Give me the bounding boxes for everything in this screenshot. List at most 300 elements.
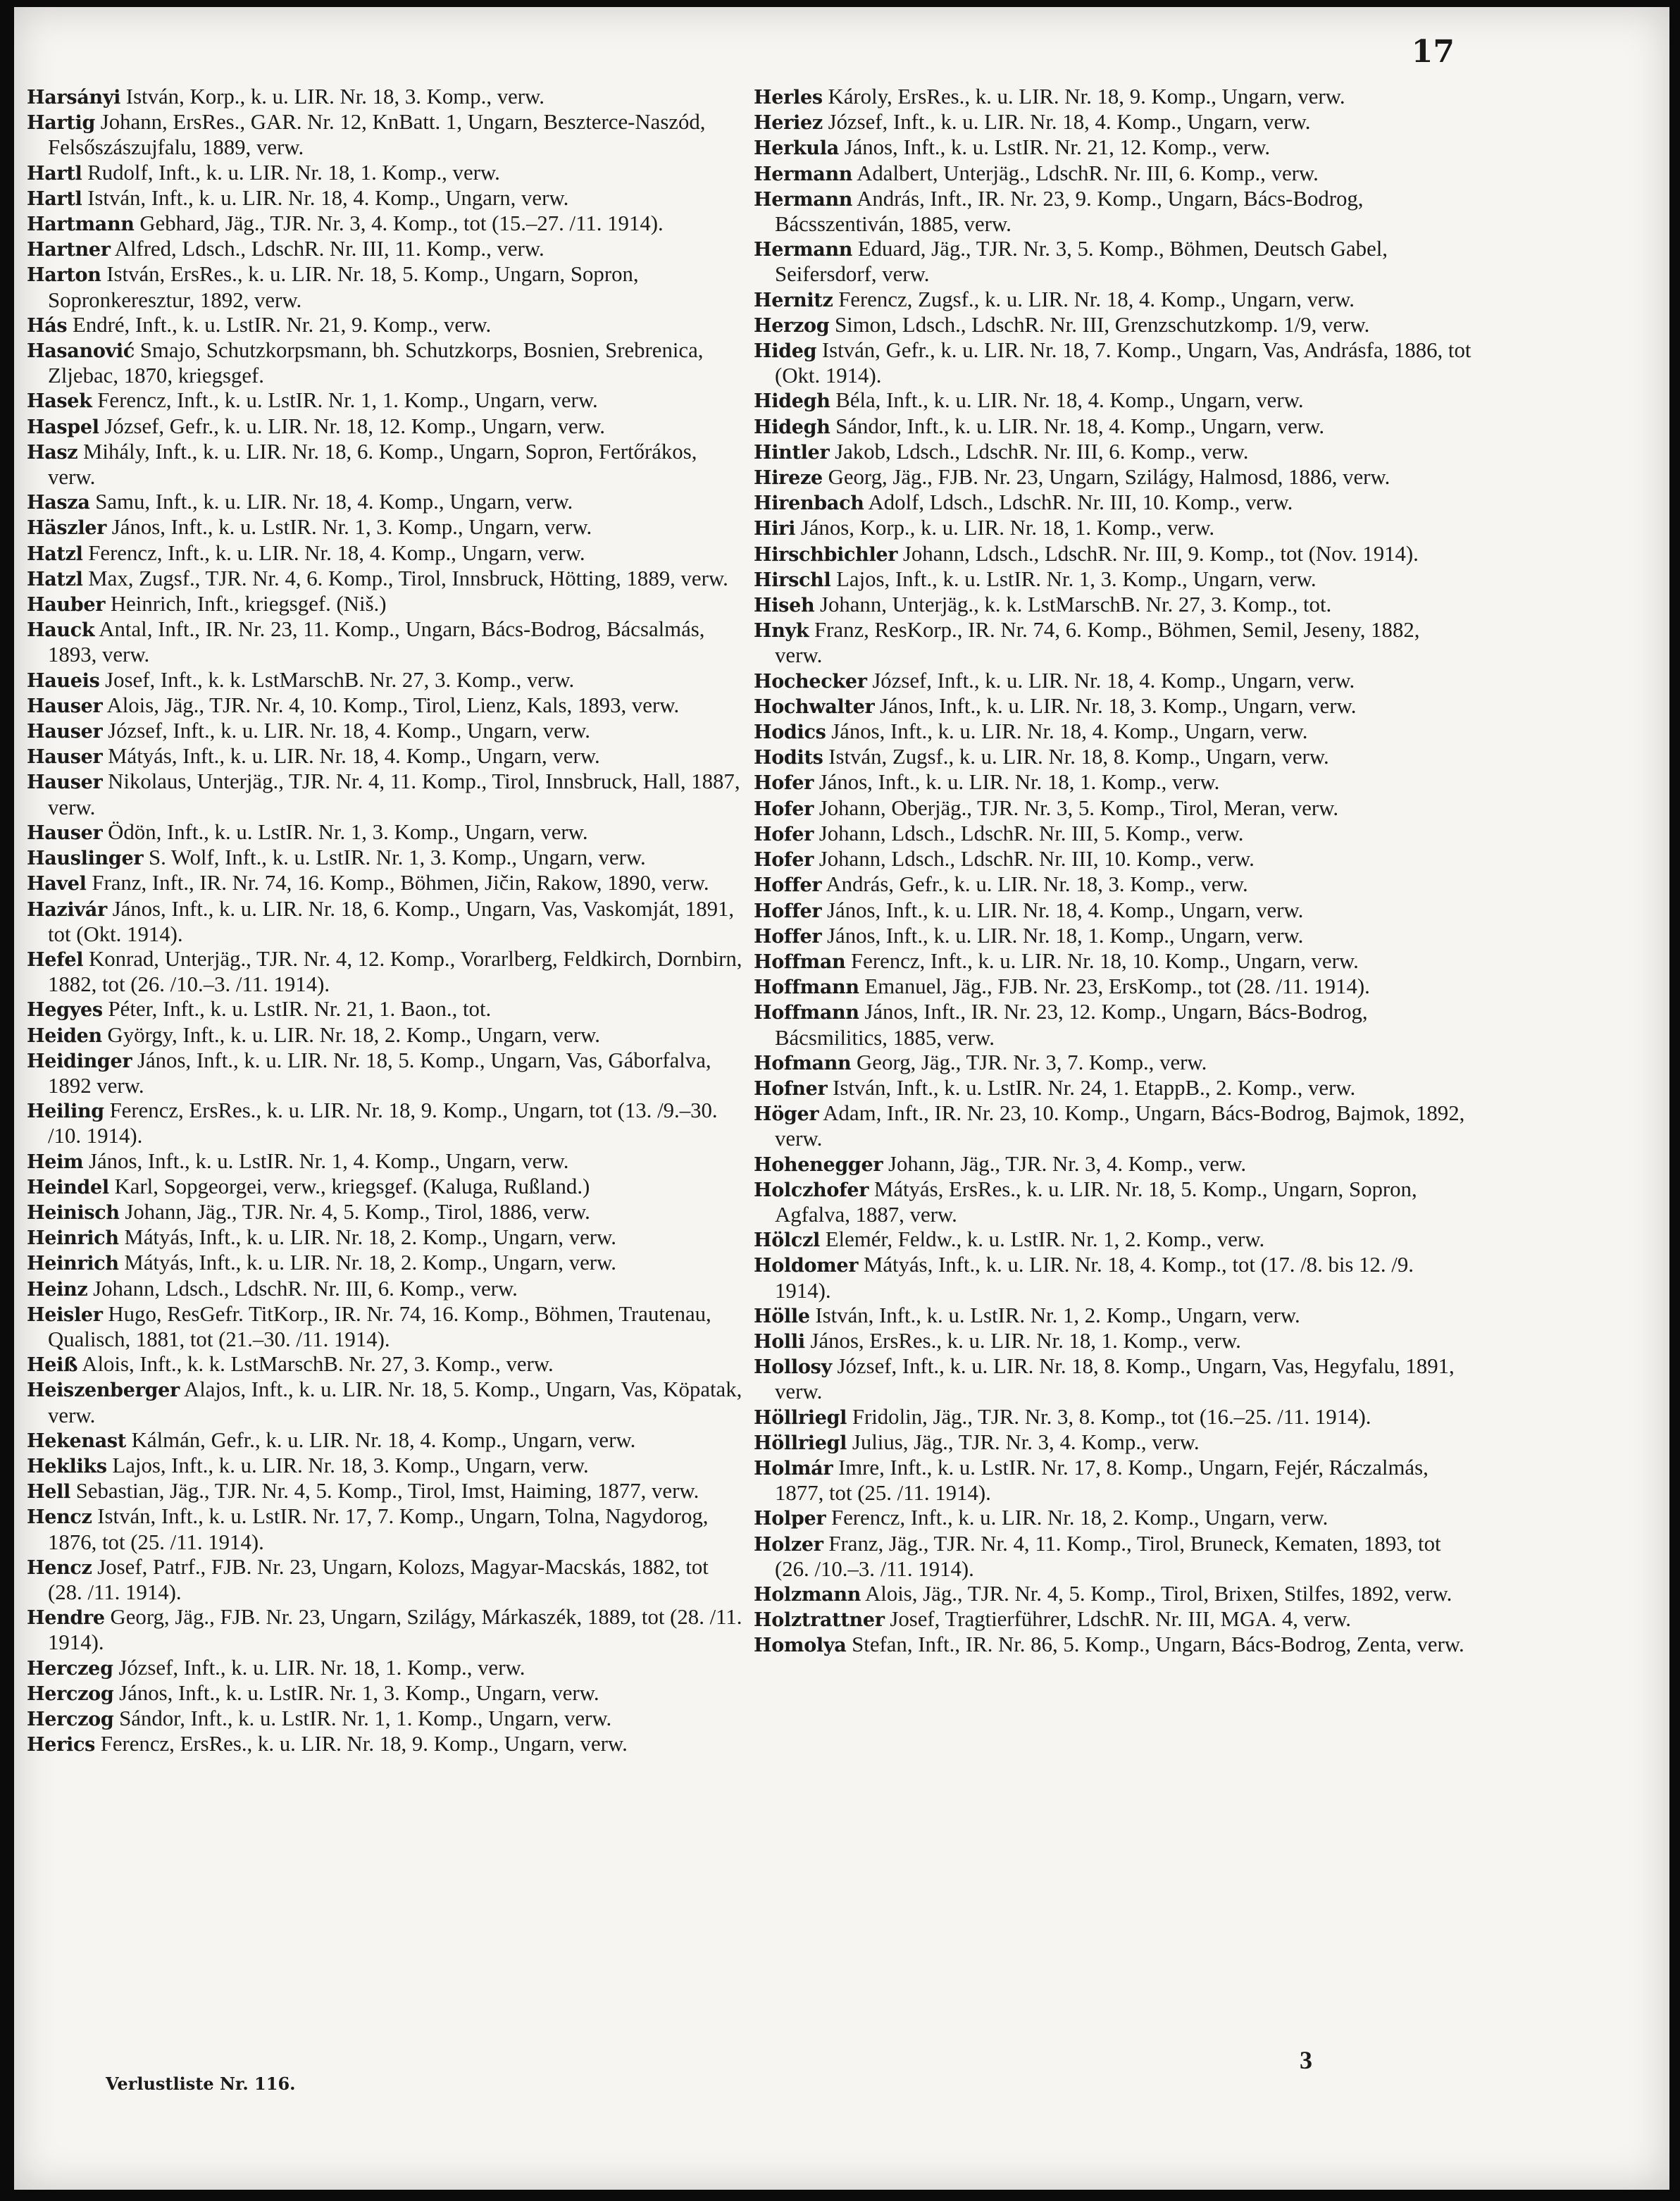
list-entry [754, 872, 1472, 898]
entry-surname: Hideg [754, 340, 817, 363]
list-entry [754, 1152, 1472, 1177]
entry-details: Alfred, Ldsch., LdschR. Nr. III, 11. Komp., verw. [110, 237, 545, 261]
list-entry [27, 1377, 745, 1427]
list-entry [754, 719, 1472, 745]
entry-details: János, Inft., k. u. LIR. Nr. 18, 1. Komp., Ungarn, verw. [821, 923, 1304, 948]
entry-details: Josef, Inft., k. k. LstMarschB. Nr. 27, 3. Komp., verw. [99, 667, 575, 692]
entry-surname: Hencz [27, 1506, 92, 1529]
entry-details: Béla, Inft., k. u. LIR. Nr. 18, 4. Komp., Ungarn, verw. [830, 388, 1304, 413]
entry-details: Mátyás, Inft., k. u. LIR. Nr. 18, 2. Komp., Ungarn, verw. [118, 1225, 616, 1250]
list-entry [754, 618, 1472, 668]
entry-details: S. Wolf, Inft., k. u. LstIR. Nr. 1, 3. Komp., Ungarn, verw. [143, 845, 646, 870]
list-entry [754, 1506, 1472, 1531]
entry-surname: Hauslinger [27, 848, 144, 870]
entry-details: Johann, Jäg., TJR. Nr. 3, 4. Komp., verw. [883, 1151, 1247, 1176]
entry-surname: Hiri [754, 518, 796, 540]
entry-surname: Hofer [754, 823, 814, 845]
entry-surname: Hencz [27, 1556, 92, 1579]
entry-surname: Hartig [27, 112, 96, 135]
entry-surname: Heiling [27, 1100, 104, 1123]
entry-surname: Hendre [27, 1607, 105, 1630]
entry-surname: Hauser [27, 695, 103, 717]
list-entry [754, 1607, 1472, 1632]
list-entry [754, 313, 1472, 338]
list-entry [27, 871, 745, 896]
entry-details: Johann, Ldsch., LdschR. Nr. III, 6. Komp., verw. [87, 1276, 518, 1301]
entry-details: Ferencz, Inft., k. u. LIR. Nr. 18, 10. Komp., Ungarn, verw. [845, 948, 1359, 973]
entry-details: Konrad, Unterjäg., TJR. Nr. 4, 12. Komp., Vorarlberg, Feldkirch, Dornbirn, 1882, tot (26. /10.–3. /11. 1914). [48, 946, 742, 997]
entry-surname: Hauser [27, 746, 103, 769]
entry-surname: Hoffer [754, 925, 822, 948]
list-entry [27, 1200, 745, 1225]
list-entry [27, 388, 745, 414]
entry-surname: Hás [27, 314, 68, 337]
entry-details: Mátyás, Inft., k. u. LIR. Nr. 18, 4. Komp., tot (17. /8. bis 12. /9. 1914). [775, 1253, 1414, 1303]
entry-details: Ferencz, Inft., k. u. LIR. Nr. 18, 2. Komp., Ungarn, verw. [826, 1506, 1329, 1530]
list-entry [754, 974, 1472, 1000]
list-entry [27, 1504, 745, 1554]
entry-details: Franz, ResKorp., IR. Nr. 74, 6. Komp., Böhmen, Semil, Jeseny, 1882, verw. [775, 618, 1420, 668]
list-entry [754, 187, 1472, 237]
entry-surname: Hodits [754, 747, 823, 769]
entry-surname: Holzer [754, 1533, 823, 1556]
entry-details: Ferencz, Inft., k. u. LIR. Nr. 18, 4. Komp., Ungarn, verw. [82, 540, 585, 565]
list-entry [27, 313, 745, 338]
list-entry [27, 1225, 745, 1251]
entry-details: József, Inft., k. u. LIR. Nr. 18, 8. Komp., Ungarn, Vas, Hegyfalu, 1891, verw. [775, 1354, 1455, 1404]
entry-details: Jakob, Ldsch., LdschR. Nr. III, 6. Komp., verw. [829, 439, 1249, 464]
entry-details: Johann, Oberjäg., TJR. Nr. 3, 5. Komp., Tirol, Meran, verw. [814, 795, 1339, 820]
entry-surname: Holli [754, 1330, 805, 1353]
entry-details: Ferencz, Inft., k. u. LstIR. Nr. 1, 1. Komp., Ungarn, verw. [92, 388, 598, 413]
list-entry [27, 1681, 745, 1706]
list-entry [27, 1174, 745, 1200]
entry-surname: Hauber [27, 594, 106, 616]
entry-surname: Hidegh [754, 390, 830, 413]
list-entry [27, 262, 745, 312]
entry-details: Ferencz, Zugsf., k. u. LIR. Nr. 18, 4. Komp., Ungarn, verw. [833, 287, 1355, 311]
entry-details: Johann, Ldsch., LdschR. Nr. III, 9. Komp., tot (Nov. 1914). [897, 541, 1419, 566]
entry-details: Karl, Sopgeorgei, verw., kriegsgef. (Kaluga, Rußland.) [108, 1174, 590, 1198]
entry-surname: Höllriegl [754, 1432, 847, 1454]
entry-surname: Havel [27, 873, 87, 895]
list-entry [27, 592, 745, 617]
entry-details: Károly, ErsRes., k. u. LIR. Nr. 18, 9. Komp., Ungarn, verw. [822, 85, 1345, 108]
entry-details: Adam, Inft., IR. Nr. 23, 10. Komp., Ungarn, Bács-Bodrog, Bajmok, 1892, verw. [775, 1101, 1465, 1151]
entry-surname: Heinz [27, 1278, 88, 1301]
list-entry [754, 1050, 1472, 1076]
entry-surname: Heindel [27, 1176, 109, 1198]
entry-surname: Holztrattner [754, 1609, 885, 1632]
list-entry [754, 1354, 1472, 1404]
entry-details: Adolf, Ldsch., LdschR. Nr. III, 10. Komp., verw. [864, 490, 1293, 515]
entry-details: István, Inft., k. u. LstIR. Nr. 24, 1. EtappB., 2. Komp., verw. [827, 1075, 1356, 1100]
entry-surname: Heisler [27, 1303, 103, 1326]
entry-details: Alajos, Inft., k. u. LIR. Nr. 18, 5. Komp., Ungarn, Vas, Köpatak, verw. [48, 1377, 742, 1427]
list-footer-label: Verlustliste Nr. 116. [106, 2073, 296, 2094]
list-entry [27, 414, 745, 440]
list-entry [27, 440, 745, 490]
list-entry [754, 1405, 1472, 1430]
list-entry [27, 566, 745, 592]
entry-details: János, Inft., k. u. LIR. Nr. 18, 4. Komp., Ungarn, verw. [826, 719, 1308, 744]
entry-surname: Hiseh [754, 595, 815, 617]
entry-surname: Haueis [27, 669, 100, 692]
entry-details: Rudolf, Inft., k. u. LIR. Nr. 18, 1. Komp., verw. [82, 160, 500, 185]
entry-surname: Hatzl [27, 542, 83, 565]
entry-surname: Haspel [27, 416, 99, 438]
entry-surname: Hermann [754, 188, 853, 211]
list-entry [27, 693, 745, 719]
entry-details: István, Inft., k. u. LstIR. Nr. 17, 7. Komp., Ungarn, Tolna, Nagydorog, 1876, tot (25. /11. 1914). [48, 1504, 709, 1554]
entry-surname: Hidegh [754, 416, 830, 438]
list-entry [754, 414, 1472, 440]
entry-details: Georg, Jäg., FJB. Nr. 23, Ungarn, Szilágy, Halmosd, 1886, verw. [822, 465, 1390, 490]
entry-surname: Hasza [27, 492, 90, 514]
entry-details: András, Gefr., k. u. LIR. Nr. 18, 3. Komp., verw. [821, 872, 1248, 897]
entry-surname: Höllriegl [754, 1406, 847, 1429]
entry-surname: Holmár [754, 1457, 833, 1480]
left-column [27, 85, 745, 1757]
entry-surname: Hermann [754, 163, 853, 185]
list-entry [754, 1101, 1472, 1151]
entry-details: Smajo, Schutzkorpsmann, bh. Schutzkorps, Bosnien, Srebrenica, Zljebac, 1870, kriegsgef. [48, 338, 704, 388]
list-entry [754, 1582, 1472, 1607]
entry-details: Franz, Jäg., TJR. Nr. 4, 11. Komp., Tirol, Bruneck, Kematen, 1893, tot (26. /10.–3. /11. 1914). [775, 1531, 1441, 1581]
entry-details: János, Korp., k. u. LIR. Nr. 18, 1. Komp., verw. [795, 516, 1215, 540]
entry-details: Alois, Inft., k. k. LstMarschB. Nr. 27, 3. Komp., verw. [77, 1352, 554, 1377]
list-entry [27, 85, 745, 110]
entry-surname: Heinrich [27, 1253, 119, 1275]
entry-details: János, Inft., k. u. LIR. Nr. 18, 4. Komp., Ungarn, verw. [821, 898, 1304, 922]
list-entry [27, 110, 745, 160]
entry-details: János, Inft., k. u. LIR. Nr. 18, 6. Komp., Ungarn, Vas, Vaskomját, 1891, tot (Okt. 1914). [48, 896, 735, 946]
list-entry [27, 897, 745, 947]
list-entry [754, 822, 1472, 847]
entry-surname: Hatzl [27, 568, 83, 590]
list-entry [27, 1023, 745, 1048]
list-entry [754, 440, 1472, 465]
list-entry [27, 845, 745, 871]
entry-details: Alois, Jäg., TJR. Nr. 4, 10. Komp., Tirol, Lienz, Kals, 1893, verw. [102, 693, 680, 717]
entry-surname: Hireze [754, 467, 823, 490]
entry-surname: Harsányi [27, 87, 121, 108]
entry-surname: Hekliks [27, 1455, 107, 1477]
list-entry [754, 542, 1472, 567]
entry-surname: Hartl [27, 187, 82, 210]
list-entry [754, 85, 1472, 110]
entry-surname: Herics [27, 1734, 96, 1756]
list-entry [754, 1253, 1472, 1303]
list-entry [754, 516, 1472, 541]
entry-details: János, Inft., k. u. LstIR. Nr. 1, 3. Komp., Ungarn, verw. [113, 1680, 599, 1705]
entry-surname: Heiß [27, 1354, 78, 1377]
entry-details: Georg, Jäg., TJR. Nr. 3, 7. Komp., verw. [851, 1050, 1207, 1074]
list-entry [27, 820, 745, 845]
entry-surname: Hermann [754, 239, 853, 261]
entry-details: Franz, Inft., IR. Nr. 74, 16. Komp., Böhmen, Jičin, Rakow, 1890, verw. [86, 871, 709, 895]
list-entry [754, 388, 1472, 414]
entry-details: István, ErsRes., k. u. LIR. Nr. 18, 5. Komp., Ungarn, Sopron, Sopronkeresztur, 1892, verw. [48, 262, 639, 312]
entry-surname: Heiden [27, 1024, 102, 1047]
list-entry [754, 161, 1472, 187]
entry-details: Sándor, Inft., k. u. LIR. Nr. 18, 4. Komp., Ungarn, verw. [830, 414, 1325, 438]
entry-surname: Hernitz [754, 289, 833, 311]
entry-details: Mihály, Inft., k. u. LIR. Nr. 18, 6. Komp., Ungarn, Sopron, Fertőrákos, verw. [48, 439, 697, 490]
entry-surname: Heinrich [27, 1227, 119, 1250]
list-entry [754, 135, 1472, 161]
entry-details: István, Inft., k. u. LstIR. Nr. 1, 2. Komp., Ungarn, verw. [809, 1303, 1300, 1327]
entry-details: József, Inft., k. u. LIR. Nr. 18, 4. Komp., Ungarn, verw. [866, 668, 1355, 693]
entry-surname: Hauser [27, 721, 103, 743]
entry-surname: Heiszenberger [27, 1380, 180, 1402]
right-column [754, 85, 1472, 1658]
list-entry [754, 745, 1472, 770]
entry-surname: Hasek [27, 390, 92, 413]
list-entry [754, 465, 1472, 490]
entry-surname: Hirschl [754, 569, 831, 591]
entry-details: János, Inft., k. u. LIR. Nr. 18, 1. Komp., verw. [814, 770, 1220, 795]
list-entry [754, 847, 1472, 872]
entry-surname: Hofer [754, 772, 814, 795]
entry-details: Eduard, Jäg., TJR. Nr. 3, 5. Komp., Böhmen, Deutsch Gabel, Seifersdorf, verw. [775, 237, 1388, 287]
entry-details: Ferencz, ErsRes., k. u. LIR. Nr. 18, 9. Komp., Ungarn, tot (13. /9.–30. /10. 1914). [48, 1098, 718, 1148]
entry-details: Kálmán, Gefr., k. u. LIR. Nr. 18, 4. Komp., Ungarn, verw. [125, 1427, 636, 1452]
entry-details: József, Inft., k. u. LIR. Nr. 18, 4. Komp., Ungarn, verw. [102, 719, 590, 743]
entry-surname: Herles [754, 87, 823, 108]
entry-surname: Hauser [27, 822, 103, 844]
entry-details: András, Inft., IR. Nr. 23, 9. Komp., Ungarn, Bács-Bodrog, Bácsszentiván, 1885, verw. [775, 186, 1364, 237]
list-entry [754, 1177, 1472, 1227]
entry-details: Julius, Jäg., TJR. Nr. 3, 4. Komp., verw. [847, 1430, 1200, 1454]
list-entry [754, 1430, 1472, 1456]
entry-details: Johann, Jäg., TJR. Nr. 4, 5. Komp., Tirol, 1886, verw. [119, 1199, 590, 1224]
entry-details: Ferencz, ErsRes., k. u. LIR. Nr. 18, 9. Komp., Ungarn, verw. [95, 1732, 628, 1756]
list-entry [754, 490, 1472, 516]
list-entry [27, 769, 745, 819]
entry-details: Alois, Jäg., TJR. Nr. 4, 5. Komp., Tirol, Brixen, Stilfes, 1892, verw. [861, 1581, 1452, 1606]
entry-surname: Hoffer [754, 874, 822, 897]
entry-surname: Höger [754, 1103, 819, 1126]
entry-surname: Holper [754, 1508, 826, 1530]
list-entry [27, 490, 745, 515]
list-entry [27, 617, 745, 667]
entry-details: Johann, Unterjäg., k. k. LstMarschB. Nr. 27, 3. Komp., tot. [814, 593, 1332, 617]
entry-details: János, Inft., IR. Nr. 23, 12. Komp., Ungarn, Bács-Bodrog, Bácsmilitics, 1885, verw. [775, 1000, 1368, 1050]
entry-details: Sebastian, Jäg., TJR. Nr. 4, 5. Komp., Tirol, Imst, Haiming, 1877, verw. [70, 1479, 699, 1504]
list-entry [27, 1605, 745, 1655]
list-entry [754, 1076, 1472, 1101]
entry-surname: Hodics [754, 721, 826, 744]
entry-details: József, Inft., k. u. LIR. Nr. 18, 4. Komp., Ungarn, verw. [822, 110, 1311, 135]
list-entry [27, 744, 745, 769]
entry-surname: Herczog [27, 1709, 114, 1730]
list-entry [27, 1048, 745, 1098]
entry-details: Ödön, Inft., k. u. LstIR. Nr. 1, 3. Komp., Ungarn, verw. [102, 819, 588, 844]
list-entry [27, 947, 745, 997]
list-entry [754, 796, 1472, 822]
entry-details: József, Inft., k. u. LIR. Nr. 18, 1. Komp., verw. [113, 1655, 525, 1680]
entry-surname: Hasz [27, 441, 78, 464]
entry-surname: Hoffer [754, 900, 822, 922]
entry-details: Gebhard, Jäg., TJR. Nr. 3, 4. Komp., tot (15.–27. /11. 1914). [134, 211, 664, 236]
list-entry [754, 949, 1472, 974]
list-entry [27, 237, 745, 262]
entry-surname: Hauser [27, 771, 103, 794]
entry-surname: Hirenbach [754, 492, 864, 515]
list-entry [754, 593, 1472, 618]
entry-details: Lajos, Inft., k. u. LIR. Nr. 18, 3. Komp., Ungarn, verw. [106, 1453, 589, 1477]
list-entry [27, 1302, 745, 1352]
entry-surname: Hefel [27, 948, 84, 971]
entry-surname: Häszler [27, 517, 107, 540]
list-entry [754, 898, 1472, 924]
list-entry [754, 110, 1472, 135]
entry-surname: Heriez [754, 112, 823, 135]
entry-surname: Heidinger [27, 1050, 132, 1072]
list-entry [27, 1149, 745, 1174]
entry-details: István, Inft., k. u. LIR. Nr. 18, 4. Komp., Ungarn, verw. [82, 185, 569, 210]
list-entry [27, 161, 745, 186]
entry-details: János, Inft., k. u. LIR. Nr. 18, 5. Komp., Ungarn, Vas, Gáborfalva, 1892 verw. [48, 1048, 711, 1098]
list-entry [754, 338, 1472, 388]
entry-surname: Hofner [754, 1077, 828, 1100]
entry-details: János, Inft., k. u. LIR. Nr. 18, 3. Komp., Ungarn, verw. [874, 693, 1357, 718]
entry-surname: Hoffmann [754, 976, 859, 999]
entry-surname: Holzmann [754, 1583, 861, 1606]
entry-surname: Hofer [754, 849, 814, 872]
entry-details: Elemér, Feldw., k. u. LstIR. Nr. 1, 2. Komp., verw. [820, 1227, 1265, 1252]
list-entry [754, 1303, 1472, 1329]
entry-surname: Hnyk [754, 620, 809, 643]
list-entry [27, 1706, 745, 1732]
entry-details: János, ErsRes., k. u. LIR. Nr. 18, 1. Komp., verw. [804, 1328, 1241, 1353]
entry-details: Josef, Patrf., FJB. Nr. 23, Ungarn, Kolozs, Magyar-Macskás, 1882, tot (28. /11. 1914). [48, 1554, 709, 1604]
entry-surname: Herczeg [27, 1657, 113, 1680]
entry-surname: Hölczl [754, 1229, 821, 1252]
list-entry [754, 694, 1472, 719]
list-entry [27, 1479, 745, 1504]
entry-surname: Herzog [754, 314, 830, 337]
list-entry [27, 1251, 745, 1276]
entry-details: Sándor, Inft., k. u. LstIR. Nr. 1, 1. Komp., Ungarn, verw. [113, 1706, 612, 1730]
entry-details: János, Inft., k. u. LstIR. Nr. 21, 12. Komp., verw. [838, 135, 1271, 160]
entry-surname: Holdomer [754, 1255, 859, 1277]
entry-details: Endré, Inft., k. u. LstIR. Nr. 21, 9. Komp., verw. [67, 312, 492, 337]
list-entry [27, 1428, 745, 1453]
entry-surname: Hoffman [754, 950, 846, 973]
entry-surname: Homolya [754, 1635, 847, 1657]
entry-details: Mátyás, Inft., k. u. LIR. Nr. 18, 4. Komp., Ungarn, verw. [102, 744, 600, 769]
entry-details: Johann, Ldsch., LdschR. Nr. III, 5. Komp., verw. [814, 821, 1244, 845]
entry-details: Emanuel, Jäg., FJB. Nr. 23, ErsKomp., tot (28. /11. 1914). [859, 974, 1370, 999]
entry-surname: Harton [27, 264, 101, 287]
entry-details: Heinrich, Inft., kriegsgef. (Niš.) [105, 592, 387, 616]
list-entry [27, 1098, 745, 1148]
entry-details: Mátyás, ErsRes., k. u. LIR. Nr. 18, 5. Komp., Ungarn, Sopron, Agfalva, 1887, verw. [775, 1177, 1417, 1227]
entry-surname: Hasanović [27, 340, 135, 363]
entry-details: Mátyás, Inft., k. u. LIR. Nr. 18, 2. Komp., Ungarn, verw. [118, 1251, 616, 1275]
entry-details: Josef, Tragtierführer, LdschR. Nr. III, MGA. 4, verw. [884, 1607, 1351, 1632]
list-entry [27, 1453, 745, 1479]
list-entry [27, 997, 745, 1022]
entry-details: Imre, Inft., k. u. LstIR. Nr. 17, 8. Komp., Ungarn, Fejér, Ráczalmás, 1877, tot (25. /11. 1914). [775, 1455, 1429, 1506]
entry-surname: Hartl [27, 162, 82, 185]
list-entry [754, 770, 1472, 795]
entry-details: János, Inft., k. u. LstIR. Nr. 1, 4. Komp., Ungarn, verw. [83, 1148, 569, 1173]
entry-surname: Hauck [27, 619, 95, 642]
entry-details: Max, Zugsf., TJR. Nr. 4, 6. Komp., Tirol, Innsbruck, Hötting, 1889, verw. [82, 566, 728, 590]
entry-details: György, Inft., k. u. LIR. Nr. 18, 2. Komp., Ungarn, verw. [101, 1022, 600, 1047]
list-entry [754, 287, 1472, 313]
list-entry [754, 1456, 1472, 1506]
list-entry [27, 719, 745, 744]
entry-surname: Hoffmann [754, 1002, 859, 1024]
entry-surname: Hintler [754, 441, 830, 464]
list-entry [27, 668, 745, 693]
entry-details: Adalbert, Unterjäg., LdschR. Nr. III, 6. Komp., verw. [852, 161, 1319, 185]
entry-details: János, Inft., k. u. LstIR. Nr. 1, 3. Komp., Ungarn, verw. [106, 515, 592, 540]
entry-details: Lajos, Inft., k. u. LstIR. Nr. 1, 3. Komp., Ungarn, verw. [830, 566, 1317, 591]
entry-details: István, Gefr., k. u. LIR. Nr. 18, 7. Komp., Ungarn, Vas, Andrásfa, 1886, tot (Okt. 1914). [775, 338, 1471, 388]
list-entry [754, 924, 1472, 949]
entry-surname: Hollosy [754, 1356, 832, 1379]
list-entry [27, 1352, 745, 1377]
entry-surname: Heim [27, 1151, 84, 1173]
list-entry [27, 1555, 745, 1605]
entry-details: Nikolaus, Unterjäg., TJR. Nr. 4, 11. Komp., Tirol, Innsbruck, Hall, 1887, verw. [48, 769, 740, 819]
entry-surname: Hohenegger [754, 1153, 883, 1176]
list-entry [754, 1632, 1472, 1658]
list-entry [27, 211, 745, 237]
list-entry [754, 1000, 1472, 1050]
entry-surname: Herkula [754, 137, 839, 160]
entry-surname: Hekenast [27, 1430, 126, 1452]
entry-details: Fridolin, Jäg., TJR. Nr. 3, 8. Komp., tot (16.–25. /11. 1914). [847, 1404, 1371, 1429]
entry-surname: Hofer [754, 798, 814, 820]
sheet-number: 3 [1300, 2046, 1312, 2074]
entry-surname: Hochecker [754, 670, 867, 693]
entry-surname: Hartmann [27, 213, 135, 236]
entry-details: István, Zugsf., k. u. LIR. Nr. 18, 8. Komp., Ungarn, verw. [823, 745, 1329, 769]
list-entry [27, 1656, 745, 1681]
list-entry [754, 567, 1472, 593]
list-entry [27, 186, 745, 211]
list-entry [754, 669, 1472, 694]
entry-surname: Holczhofer [754, 1179, 869, 1201]
entry-surname: Hirschbichler [754, 543, 898, 566]
entry-details: Johann, Ldsch., LdschR. Nr. III, 10. Komp., verw. [814, 847, 1255, 872]
entry-surname: Hell [27, 1481, 71, 1504]
entry-details: Hugo, ResGefr. TitKorp., IR. Nr. 74, 16. Komp., Böhmen, Trautenau, Qualisch, 1881, tot (21.–30. /11. 1914). [48, 1301, 711, 1351]
list-entry [27, 1277, 745, 1302]
entry-surname: Hochwalter [754, 695, 875, 718]
entry-details: István, Korp., k. u. LIR. Nr. 18, 3. Komp., verw. [120, 85, 545, 108]
entry-surname: Heinisch [27, 1201, 120, 1224]
list-entry [27, 515, 745, 540]
entry-details: Antal, Inft., IR. Nr. 23, 11. Komp., Ungarn, Bács-Bodrog, Bácsalmás, 1893, verw. [48, 617, 705, 667]
list-entry [754, 1227, 1472, 1253]
entry-details: Georg, Jäg., FJB. Nr. 23, Ungarn, Szilágy, Márkaszék, 1889, tot (28. /11. 1914). [48, 1605, 742, 1655]
list-entry [27, 1732, 745, 1757]
entry-surname: Hofmann [754, 1052, 852, 1074]
entry-details: Simon, Ldsch., LdschR. Nr. III, Grenzschutzkomp. 1/9, verw. [829, 312, 1370, 337]
list-entry [754, 1329, 1472, 1354]
list-entry [27, 338, 745, 388]
entry-surname: Hartner [27, 239, 111, 261]
list-entry [754, 1532, 1472, 1582]
list-entry [754, 237, 1472, 287]
